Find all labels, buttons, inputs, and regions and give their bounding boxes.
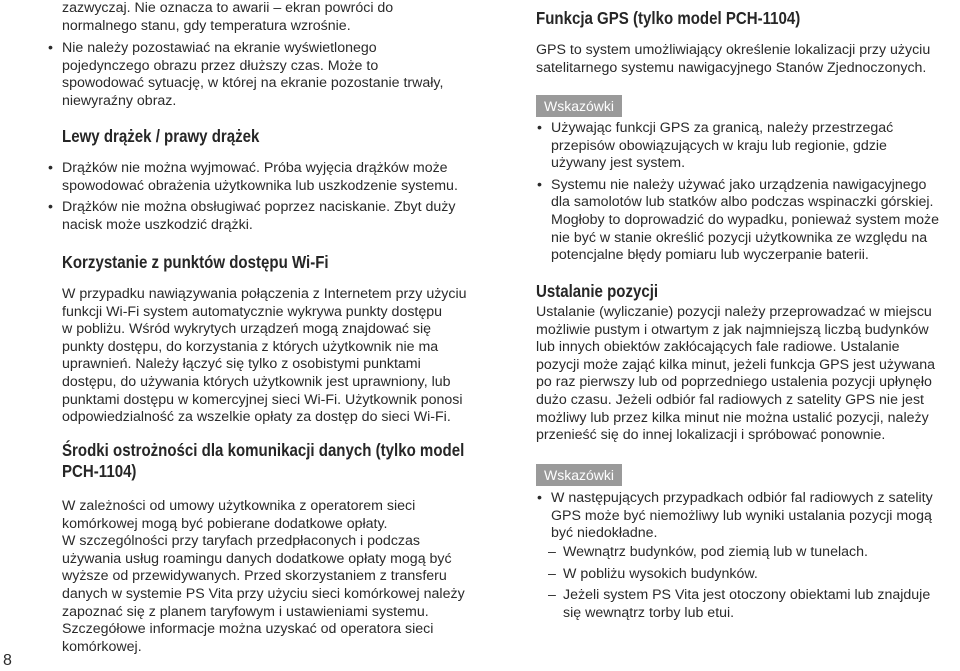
list-item: • Drążków nie można wyjmować. Próba wyjęcia drążków może spowodować obrażenia użytkownika lub uszkodzenie systemu.	[47, 160, 507, 195]
list-item: • Systemu nie należy używać jako urządzenia nawigacyjnego dla samolotów lub statków albo podczas wspinaczki górskiej. Mogłoby to doprowadzić do wypadku, ponieważ system może nie być w stanie określić pozycji użytkownika ze względu na potencjalne błędy pomiaru lub wyczerpanie baterii.	[536, 177, 956, 265]
position-hints-list	[536, 490, 956, 543]
gps-hints-list	[536, 120, 956, 265]
sticks-bullet-list	[47, 160, 507, 234]
position-paragraph: Ustalanie (wyliczanie) pozycji należy przeprowadzać w miejscu możliwie pustym i otwartym z jak najmniejszą liczbą budynków lub innych obiektów zakłócających fale radiowe. Ustalanie pozycji może zająć kilka minut, jeżeli funkcja GPS jest używana po raz pierwszy lub od poprzedniego ustalenia pozycji upłynęło dużo czasu. Jeżeli odbiór fal radiowych z satelity GPS nie jest możliwy lub przez kilka minut nie można ustalić pozycji, należy przenieść się do innej lokalizacji i spróbować ponownie.	[536, 304, 935, 444]
list-item: • W następujących przypadkach odbiór fal radiowych z satelity GPS może być niemożliwy lub wyniki ustalania pozycji mogą być niedokładne.	[536, 490, 956, 543]
mobile-data-paragraph: W zależności od umowy użytkownika z operatorem sieci komórkowej mogą być pobierane dodatkowe opłaty. W szczególności przy taryfach przedpłaconych i podczas używania usług roamingu danych dodatkowe opłaty mogą być wyższe od przewidywanych. Przed skorzystaniem z transferu danych w systemie PS Vita przy użyciu sieci komórkowej należy zapoznać się z planem taryfowym i ustawieniami systemu. Szczegółowe informacje można uzyskać od operatora sieci komórkowej.	[62, 498, 465, 655]
list-item: • Drążków nie można obsługiwać poprzez naciskanie. Zbyt duży nacisk może uszkodzić drążki.	[47, 199, 507, 234]
intro-bullet-list	[47, 40, 507, 110]
sticks-heading: Lewy drążek / prawy drążek	[62, 126, 260, 146]
hints-tag: Wskazówki	[536, 464, 622, 486]
list-item: – Jeżeli system PS Vita jest otoczony obiektami lub znajduje się wewnątrz torby lub etui.	[536, 587, 956, 622]
gps-paragraph: GPS to system umożliwiający określenie lokalizacji przy użyciu satelitarnego systemu nawigacyjnego Stanów Zjednoczonych.	[536, 42, 931, 76]
mobile-data-heading: Środki ostrożności dla komunikacji danych (tylko model PCH-1104)	[62, 440, 465, 481]
page-number: 8	[3, 652, 12, 669]
position-conditions-list	[536, 544, 956, 622]
wifi-heading: Korzystanie z punktów dostępu Wi-Fi	[62, 252, 329, 272]
gps-heading: Funkcja GPS (tylko model PCH-1104)	[536, 8, 801, 28]
list-item: – Wewnątrz budynków, pod ziemią lub w tunelach.	[536, 544, 956, 562]
list-item: • Używając funkcji GPS za granicą, należy przestrzegać przepisów obowiązujących w kraju lub regionie, gdzie używany jest system.	[536, 120, 956, 173]
position-heading: Ustalanie pozycji	[536, 281, 659, 301]
wifi-paragraph: W przypadku nawiązywania połączenia z Internetem przy użyciu funkcji Wi-Fi system automatycznie wykrywa punkty dostępu w pobliżu. Wśród wykrytych urządzeń mogą znajdować się punkty dostępu, do korzystania z których użytkownik nie ma uprawnień. Należy łączyć się tylko z osobistymi punktami dostępu, do używania których użytkownik jest uprawniony, lub punktami dostępu w komercyjnej sieci Wi-Fi. Użytkownik ponosi odpowiedzialność za wszelkie opłaty za dostęp do sieci Wi-Fi.	[62, 286, 467, 426]
list-item: • Nie należy pozostawiać na ekranie wyświetlonego pojedynczego obrazu przez dłuższy czas. Może to spowodować sytuację, w której na ekranie pozostanie trwały, niewyraźny obraz.	[47, 40, 507, 110]
hints-tag: Wskazówki	[536, 95, 622, 117]
list-item: – W pobliżu wysokich budynków.	[536, 566, 956, 584]
intro-continued: zazwyczaj. Nie oznacza to awarii – ekran powróci do normalnego stanu, gdy temperatura wzrośnie.	[62, 0, 394, 34]
